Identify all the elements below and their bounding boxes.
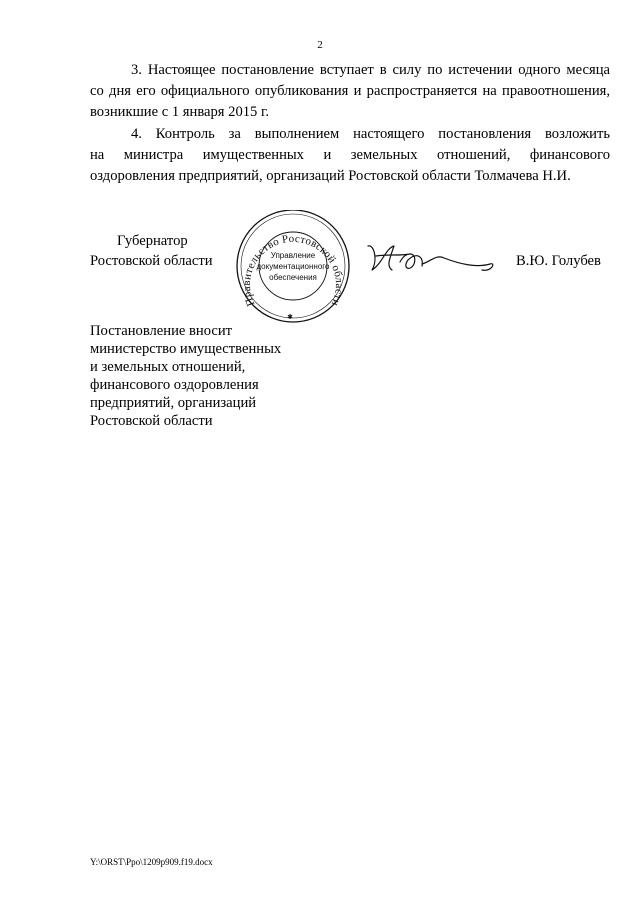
official-seal xyxy=(228,210,358,325)
introduced-by-line-6: Ростовской области xyxy=(90,413,213,429)
introduced-by-line-1: Постановление вносит xyxy=(90,323,233,339)
paragraph-4-line-3: оздоровления предприятий, организаций Ростовской области Толмачева Н.И. xyxy=(90,168,571,184)
governor-title-line-2: Ростовской области xyxy=(90,253,213,269)
governor-title-line-1: Губернатор xyxy=(117,233,188,249)
paragraph-3-line-2: со дня его официального опубликования и распространяется на правоотношения, xyxy=(90,83,610,99)
page-number: 2 xyxy=(317,39,323,51)
seal-inner-line-1: Управление xyxy=(270,251,316,260)
paragraph-3 xyxy=(90,60,610,123)
paragraph-4-line-1: 4. Контроль за выполнением настоящего постановления возложить xyxy=(131,126,610,142)
introduced-by-line-3: и земельных отношений, xyxy=(90,359,246,375)
seal-inner-line-3: обеспечения xyxy=(269,273,317,282)
governor-name: В.Ю. Голубев xyxy=(516,253,601,269)
introduced-by-line-5: предприятий, организаций xyxy=(90,395,257,411)
paragraph-3-line-1: 3. Настоящее постановление вступает в силу по истечении одного месяца xyxy=(131,62,610,78)
introduced-by-line-2: министерство имущественных xyxy=(90,341,282,357)
seal-outer-text: Правительство Ростовской области xyxy=(240,232,346,308)
paragraph-4 xyxy=(90,124,610,187)
paragraph-3-line-3: возникшие с 1 января 2015 г. xyxy=(90,104,269,120)
seal-inner-line-2: документационного xyxy=(256,262,330,271)
file-path-footer: Y:\ORST\Ppo\1209p909.f19.docx xyxy=(90,857,213,867)
paragraph-4-line-2: на министра имущественных и земельных отношений, финансового xyxy=(90,147,610,163)
seal-star-icon: ✱ xyxy=(287,313,293,321)
introduced-by-line-4: финансового оздоровления xyxy=(90,377,259,393)
handwritten-signature xyxy=(364,240,498,276)
introduced-by-block xyxy=(90,322,320,430)
